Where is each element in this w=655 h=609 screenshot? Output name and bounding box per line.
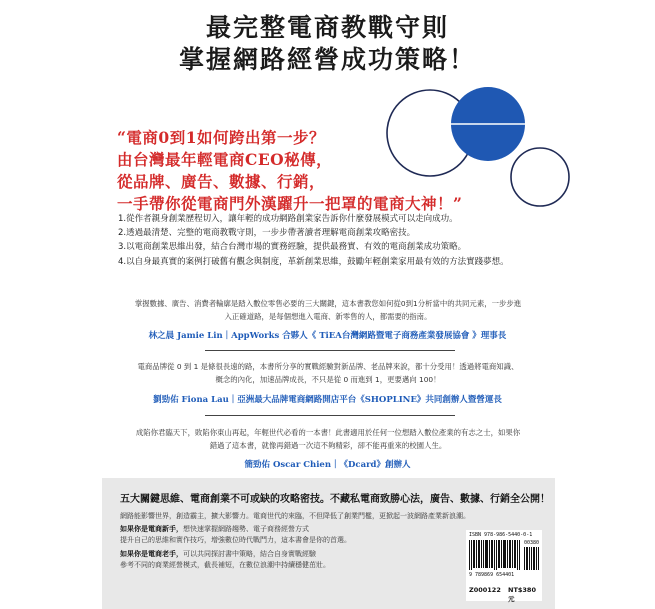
barcode-number: 9 789869 654401 [469,572,515,578]
endorsement-1-text: 掌握數據、廣告、消費者輪廓是踏入數位零售必要的三大關鍵，這本書教您如何從0到1分析當中的共同元素，一步步進 入正確道路，是每個想進入電商、新零售的人，都需要的指南。 [134,299,522,321]
bottom-newbie-paragraph: 如果你是電商新手，想快速掌握網路趨勢、電子商務經營方式 提升自己的思維和實作技巧，增強數位時代戰鬥力，這本書會是你的首選。 [120,525,351,544]
bottom-headline: 五大關鍵思維、電商創業不可或缺的攻略密技。不藏私電商致勝心法，廣告、數據、行銷全公開！ [120,494,550,505]
key-point: 4.以自身最真實的案例打破舊有觀念與制度，革新創業思維，鼓勵年輕創業家用最有效的方法實踐夢想。 [118,256,509,267]
veteran-heading: 如果你是電商老手， [120,550,183,558]
endorsement-1-credit: 林之晨 Jamie Lin｜AppWorks 合夥人《 TiEA台灣網路暨電子商務產業發展協會 》理事長 [148,331,507,341]
barcode-addon [524,547,540,570]
cover-title-line-1: 最完整電商教戰守則 [205,13,449,42]
red-quote-line-4: 一手帶你從電商門外漢躍升一把罩的電商大神！” [117,194,463,213]
endorsement-2-text: 電商品牌從 0 到 1 是條很長遠的路，本書所分享的實戰經驗對新品牌、老品牌來說，都十分受用！透過將電商知識、 概念的內化，加速品牌成長，不只是從 0 而進到 1，更要邁向 100！ [137,362,519,384]
isbn-label: ISBN 978-986-5440-0-1 [469,532,533,538]
endorsement-3-text: 成陷你君臨天下，敗陷你東山再起，年輕世代必看的一本書！此書適用於任何一位想踏入數位產業的有志之士，如果你 錯過了這本書，就像再錯過一次這不夠精彩，卻不能再重來的校園人生。 [135,428,521,450]
barcode-main [469,540,521,570]
key-point: 2.透過最清楚、完整的電商教戰守則，一步步帶著讀者理解電商創業攻略密技。 [118,228,416,239]
bottom-veteran-paragraph: 如果你是電商老手，可以共同探討書中策略，結合自身實戰經驗 參考不同的商業經營模式，截長補短，在數位浪潮中持續穩健茁壯。 [120,550,330,569]
newbie-heading: 如果你是電商新手， [120,525,183,533]
price-code: 00380 [524,540,540,546]
key-point: 1.從作者親身創業歷程切入，讓年輕的成功網路創業家告訴你什麼發展模式可以走向成功。 [118,214,458,224]
product-code: Z000122 [469,586,501,594]
circle-outline-right [511,148,569,206]
key-point: 3.以電商創業思維出發，結合台灣市場的實務經驗，提供最務實、有效的電商創業成功策略。 [118,242,467,253]
key-points-list [118,212,509,269]
red-quote-line-2: 由台灣最年輕電商CEO秘傳， [117,150,333,169]
endorsement-2-credit: 劉勁佑 Fiona Lau｜亞洲最大品牌電商網路開店平台《SHOPLINE》共同創辦人暨營運長 [153,395,502,405]
divider-rule [205,350,455,351]
barcode-block [466,530,542,601]
cover-title-line-2: 掌握網路經營成功策略！ [178,45,476,74]
red-quote-line-3: 從品牌、廣告、數據、行銷， [117,172,326,191]
endorsement-3-credit: 簡勁佑 Oscar Chien｜《Dcard》創辦人 [244,460,411,470]
price-label: NT$380元 [508,586,536,603]
red-quote-line-1: “電商0到1如何跨出第一步？ [117,128,325,147]
bottom-intro: 網路能影響世界，創造霸主，擴大影響力。電商世代的來臨，不但降低了創業門檻，更掀起一波網路產業新浪潮。 [120,512,470,520]
divider-rule [205,415,455,416]
